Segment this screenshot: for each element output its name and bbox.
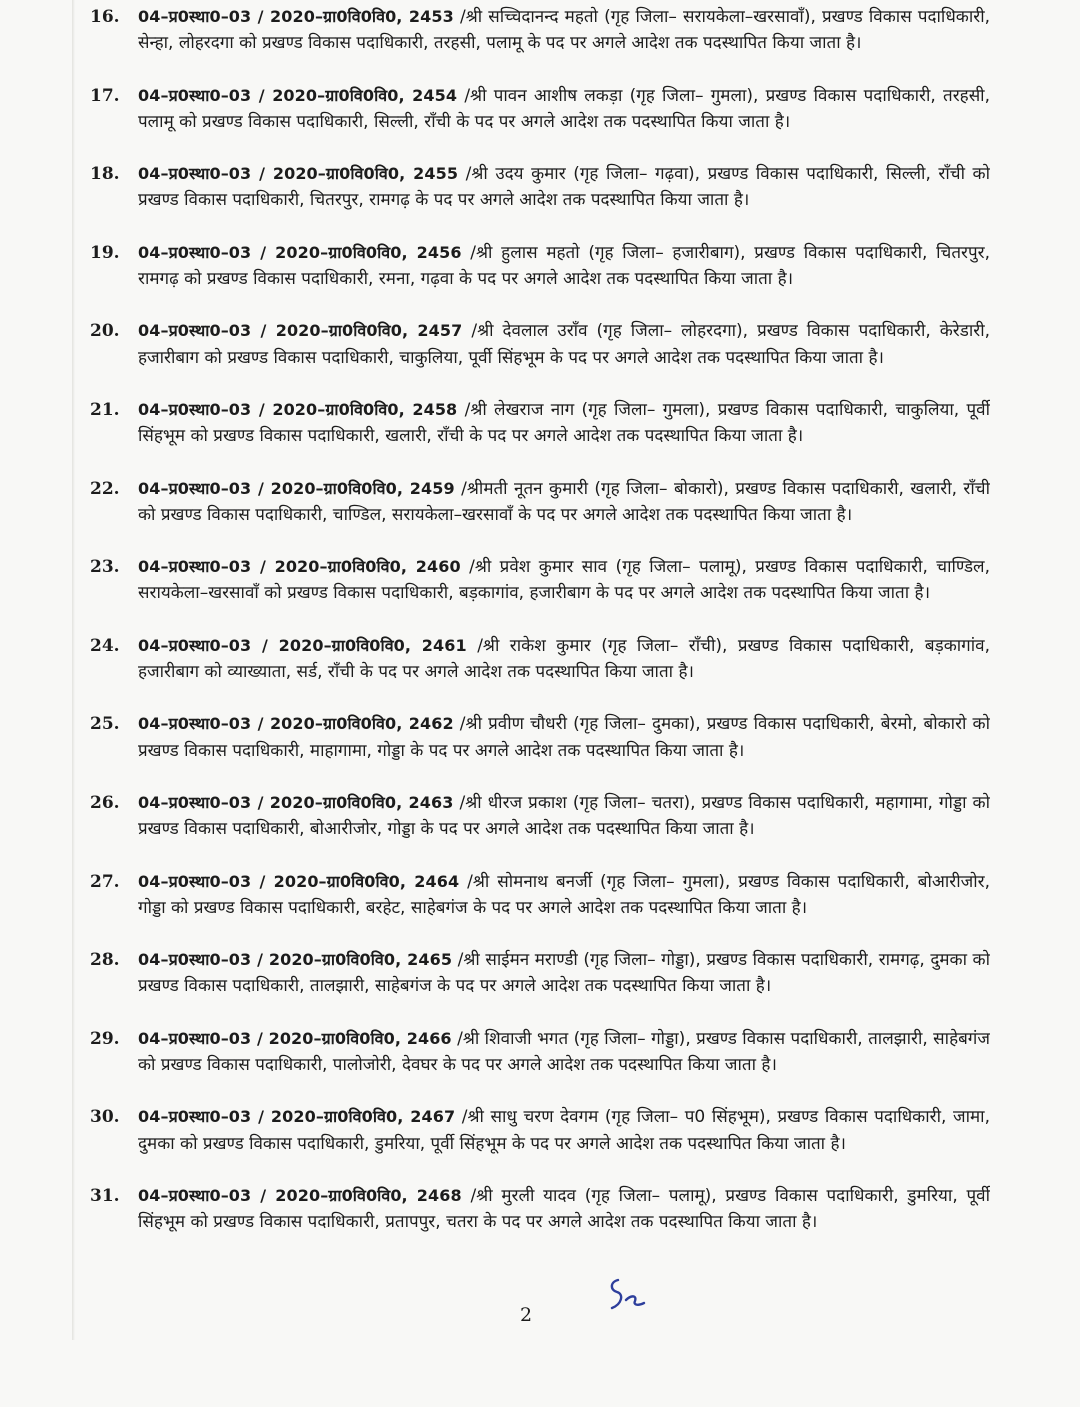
- entry-text: /श्रीमती नूतन कुमारी (गृह जिला– बोकारो), प्रखण्ड विकास पदाधिकारी, खलारी, राँची को प्रखण्ड विकास पदाधिकारी, चाण्डिल, सरायकेला–खरसावाँ के पद पर अगले आदेश तक पदस्थापित किया जाता है।: [138, 478, 990, 525]
- entry-number: 29.: [90, 1028, 120, 1049]
- entry-reference: 04–प्र0स्था0–03 / 2020–ग्रा0वि0वि0, 2463: [138, 792, 454, 812]
- entry-text: /श्री हुलास महतो (गृह जिला– हजारीबाग), प्रखण्ड विकास पदाधिकारी, चितरपुर, रामगढ़ को प्रखण्ड विकास पदाधिकारी, रमना, गढ़वा के पद पर अगले आदेश तक पदस्थापित किया जाता है।: [138, 242, 990, 289]
- list-item: [90, 1183, 990, 1262]
- list-item: [90, 1104, 990, 1183]
- entry-number: 20.: [90, 321, 120, 342]
- entry-text: /श्री शिवाजी भगत (गृह जिला– गोड्डा), प्रखण्ड विकास पदाधिकारी, तालझारी, साहेबगंज को प्रखण्ड विकास पदाधिकारी, पालोजोरी, देवघर के पद पर अगले आदेश तक पदस्थापित किया जाता है।: [138, 1028, 990, 1075]
- entry-reference: 04–प्र0स्था0–03 / 2020–ग्रा0वि0वि0, 2465: [138, 950, 453, 970]
- entry-number: 16.: [90, 7, 120, 27]
- list-item: [90, 790, 990, 869]
- entry-number: 26.: [90, 792, 120, 813]
- entry-text: /श्री प्रवीण चौधरी (गृह जिला– दुमका), प्रखण्ड विकास पदाधिकारी, बेरमो, बोकारो को प्रखण्ड विकास पदाधिकारी, माहागामा, गोड्डा के पद पर अगले आदेश तक पदस्थापित किया जाता है।: [138, 714, 990, 761]
- entry-text: /श्री साधु चरण देवगम (गृह जिला– प0 सिंहभूम), प्रखण्ड विकास पदाधिकारी, जामा, दुमका को प्रखण्ड विकास पदाधिकारी, डुमरिया, पूर्वी सिंहभूम के पद पर अगले आदेश तक पदस्थापित किया जाता है।: [138, 1107, 990, 1154]
- entry-text: /श्री धीरज प्रकाश (गृह जिला– चतरा), प्रखण्ड विकास पदाधिकारी, महागामा, गोड्डा को प्रखण्ड विकास पदाधिकारी, बोआरीजोर, गोड्डा के पद पर अगले आदेश तक पदस्थापित किया जाता है।: [138, 792, 990, 840]
- list-item: [90, 4, 990, 83]
- entry-text: /श्री साईमन मराण्डी (गृह जिला– गोड्डा), प्रखण्ड विकास पदाधिकारी, रामगढ़, दुमका को प्रखण्ड विकास पदाधिकारी, तालझारी, साहेबगंज के पद पर अगले आदेश तक पदस्थापित किया जाता है।: [138, 950, 990, 997]
- posting-order-list: [90, 4, 990, 1262]
- list-item: [90, 83, 990, 162]
- entry-text: /श्री देवलाल उराँव (गृह जिला– लोहरदगा), प्रखण्ड विकास पदाधिकारी, केरेडारी, हजारीबाग को प्रखण्ड विकास पदाधिकारी, चाकुलिया, पूर्वी सिंहभूम के पद पर अगले आदेश तक पदस्थापित किया जाता है।: [138, 321, 990, 368]
- list-item: [90, 1026, 990, 1105]
- entry-number: 23.: [90, 557, 120, 578]
- entry-reference: 04–प्र0स्था0–03 / 2020–ग्रा0वि0वि0, 2457: [138, 321, 463, 341]
- signature-initials: [604, 1276, 650, 1316]
- list-item: [90, 711, 990, 790]
- entry-number: 28.: [90, 950, 120, 971]
- entry-text: /श्री पावन आशीष लकड़ा (गृह जिला– गुमला), प्रखण्ड विकास पदाधिकारी, तरहसी, पलामू को प्रखण्ड विकास पदाधिकारी, सिल्ली, राँची के पद पर अगले आदेश तक पदस्थापित किया जाता है।: [138, 85, 990, 132]
- entry-reference: 04–प्र0स्था0–03 / 2020–ग्रा0वि0वि0, 2464: [138, 871, 460, 891]
- list-item: [90, 947, 990, 1026]
- page-number: 2: [520, 1304, 533, 1326]
- entry-reference: 04–प्र0स्था0–03 / 2020–ग्रा0वि0वि0, 2461: [138, 635, 467, 655]
- entry-reference: 04–प्र0स्था0–03 / 2020–ग्रा0वि0वि0, 2466: [138, 1028, 452, 1048]
- entry-number: 19.: [90, 242, 120, 263]
- list-item: [90, 554, 990, 633]
- entry-text: /श्री राकेश कुमार (गृह जिला– राँची), प्रखण्ड विकास पदाधिकारी, बड़कागांव, हजारीबाग को व्याख्याता, सर्ड, राँची के पद पर अगले आदेश तक पदस्थापित किया जाता है।: [138, 635, 990, 682]
- entry-reference: 04–प्र0स्था0–03 / 2020–ग्रा0वि0वि0, 2467: [138, 1107, 456, 1127]
- entry-number: 25.: [90, 714, 120, 735]
- entry-text: /श्री लेखराज नाग (गृह जिला– गुमला), प्रखण्ड विकास पदाधिकारी, चाकुलिया, पूर्वी सिंहभूम को प्रखण्ड विकास पदाधिकारी, खलारी, राँची के पद पर अगले आदेश तक पदस्थापित किया जाता है।: [138, 399, 990, 447]
- entry-text: /श्री सच्चिदानन्द महतो (गृह जिला– सरायकेला–खरसावाँ), प्रखण्ड विकास पदाधिकारी, सेन्हा, लोहरदगा को प्रखण्ड विकास पदाधिकारी, तरहसी, पलामू के पद पर अगले आदेश तक पदस्थापित किया जाता है।: [138, 7, 990, 54]
- entry-number: 31.: [90, 1185, 120, 1206]
- list-item: [90, 318, 990, 397]
- list-item: [90, 476, 990, 555]
- entry-text: /श्री उदय कुमार (गृह जिला– गढ़वा), प्रखण्ड विकास पदाधिकारी, सिल्ली, राँची को प्रखण्ड विकास पदाधिकारी, चितरपुर, रामगढ़ के पद पर अगले आदेश तक पदस्थापित किया जाता है।: [138, 164, 990, 211]
- entry-number: 18.: [90, 164, 120, 185]
- list-item: [90, 240, 990, 319]
- entry-reference: 04–प्र0स्था0–03 / 2020–ग्रा0वि0वि0, 2462: [138, 714, 454, 734]
- entry-reference: 04–प्र0स्था0–03 / 2020–ग्रा0वि0वि0, 2455: [138, 164, 459, 184]
- entry-number: 17.: [90, 85, 120, 106]
- entry-text: /श्री प्रवेश कुमार साव (गृह जिला– पलामू), प्रखण्ड विकास पदाधिकारी, चाण्डिल, सरायकेला–खरसावाँ को प्रखण्ड विकास पदाधिकारी, बड़कागांव, हजारीबाग के पद पर अगले आदेश तक पदस्थापित किया जाता है।: [138, 557, 990, 604]
- entry-text: /श्री मुरली यादव (गृह जिला– पलामू), प्रखण्ड विकास पदाधिकारी, डुमरिया, पूर्वी सिंहभूम को प्रखण्ड विकास पदाधिकारी, प्रतापपुर, चतरा के पद पर अगले आदेश तक पदस्थापित किया जाता है।: [138, 1185, 990, 1233]
- entry-text: /श्री सोमनाथ बनर्जी (गृह जिला– गुमला), प्रखण्ड विकास पदाधिकारी, बोआरीजोर, गोड्डा को प्रखण्ड विकास पदाधिकारी, बरहेट, साहेबगंज के पद पर अगले आदेश तक पदस्थापित किया जाता है।: [138, 871, 990, 918]
- entry-reference: 04–प्र0स्था0–03 / 2020–ग्रा0वि0वि0, 2460: [138, 557, 461, 577]
- list-item: [90, 397, 990, 476]
- list-item: [90, 869, 990, 948]
- entry-reference: 04–प्र0स्था0–03 / 2020–ग्रा0वि0वि0, 2459: [138, 478, 455, 498]
- list-item: [90, 161, 990, 240]
- entry-number: 30.: [90, 1107, 120, 1128]
- entry-number: 21.: [90, 399, 120, 420]
- entry-reference: 04–प्र0स्था0–03 / 2020–ग्रा0वि0वि0, 2456: [138, 242, 462, 262]
- entry-reference: 04–प्र0स्था0–03 / 2020–ग्रा0वि0वि0, 2454: [138, 85, 458, 105]
- scan-edge-shadow: [72, 0, 75, 1340]
- entry-number: 22.: [90, 478, 120, 499]
- entry-number: 27.: [90, 871, 120, 892]
- entry-reference: 04–प्र0स्था0–03 / 2020–ग्रा0वि0वि0, 2458: [138, 399, 458, 419]
- entry-reference: 04–प्र0स्था0–03 / 2020–ग्रा0वि0वि0, 2453: [138, 7, 454, 26]
- list-item: [90, 633, 990, 712]
- entry-reference: 04–प्र0स्था0–03 / 2020–ग्रा0वि0वि0, 2468: [138, 1185, 462, 1205]
- entry-number: 24.: [90, 635, 120, 656]
